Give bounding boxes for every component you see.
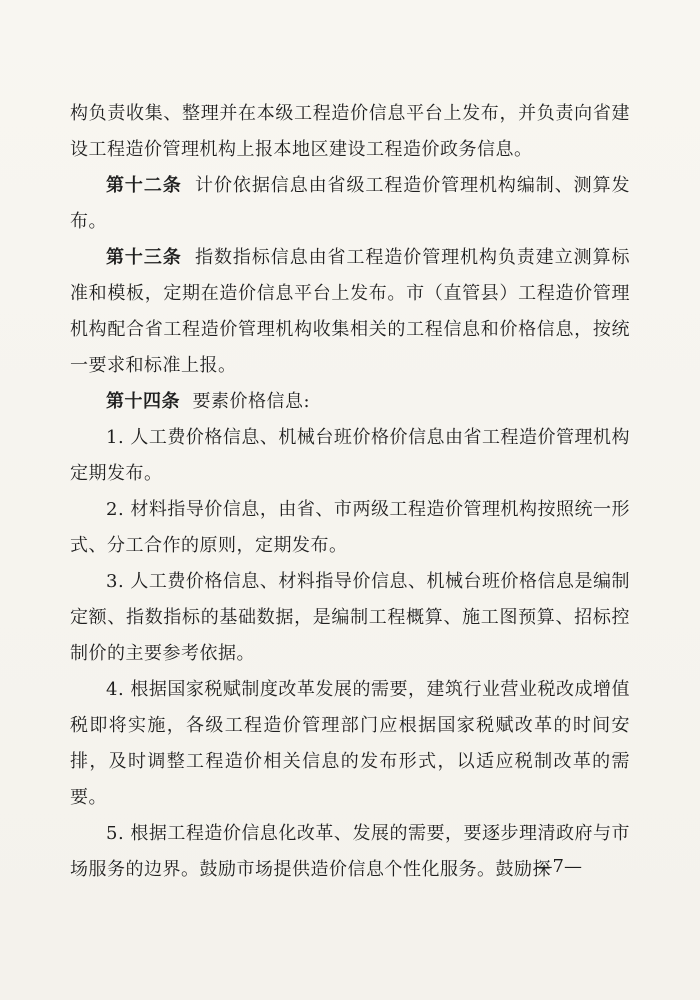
list-item-5 xyxy=(70,816,630,888)
article-heading: 第十三条 xyxy=(106,247,182,268)
article-heading: 第十二条 xyxy=(106,175,182,196)
paragraph-text: 3. 人工费价格信息、材料指导价信息、机械台班价格信息是编制定额、指数指标的基础数据，是编制工程概算、施工图预算、招标控制价的主要参考依据。 xyxy=(70,571,630,664)
list-item-3 xyxy=(70,564,630,672)
article-13 xyxy=(70,240,630,384)
paragraph-continuation xyxy=(70,96,630,168)
paragraph-text: 1. 人工费价格信息、机械台班价格价信息由省工程造价管理机构定期发布。 xyxy=(70,427,630,484)
paragraph-text: 计价依据信息由省级工程造价管理机构编制、测算发布。 xyxy=(70,175,631,232)
body-text xyxy=(70,96,630,888)
paragraph-text: 指数指标信息由省工程造价管理机构负责建立测算标准和模板，定期在造价信息平台上发布。市（直管县）工程造价管理机构配合省工程造价管理机构收集相关的工程信息和价格信息，按统一要求和标准上报。 xyxy=(70,247,631,376)
list-item-1 xyxy=(70,420,630,492)
page-number: —7— xyxy=(534,856,582,877)
article-heading: 第十四条 xyxy=(106,391,180,412)
list-item-2 xyxy=(70,492,630,564)
paragraph-text: 构负责收集、整理并在本级工程造价信息平台上发布，并负责向省建设工程造价管理机构上报本地区建设工程造价政务信息。 xyxy=(70,103,630,160)
paragraph-text: 2. 材料指导价信息，由省、市两级工程造价管理机构按照统一形式、分工合作的原则，定期发布。 xyxy=(70,499,630,556)
article-14 xyxy=(70,384,630,420)
paragraph-text: 要素价格信息: xyxy=(192,391,311,412)
paragraph-text: 5. 根据工程造价信息化改革、发展的需要，要逐步理清政府与市场服务的边界。鼓励市场提供造价信息个性化服务。鼓励探 xyxy=(70,823,630,880)
paragraph-text: 4. 根据国家税赋制度改革发展的需要，建筑行业营业税改成增值税即将实施，各级工程造价管理部门应根据国家税赋改革的时间安排，及时调整工程造价相关信息的发布形式，以适应税制改革的需要。 xyxy=(70,679,630,808)
list-item-4 xyxy=(70,672,630,816)
article-12 xyxy=(70,168,630,240)
